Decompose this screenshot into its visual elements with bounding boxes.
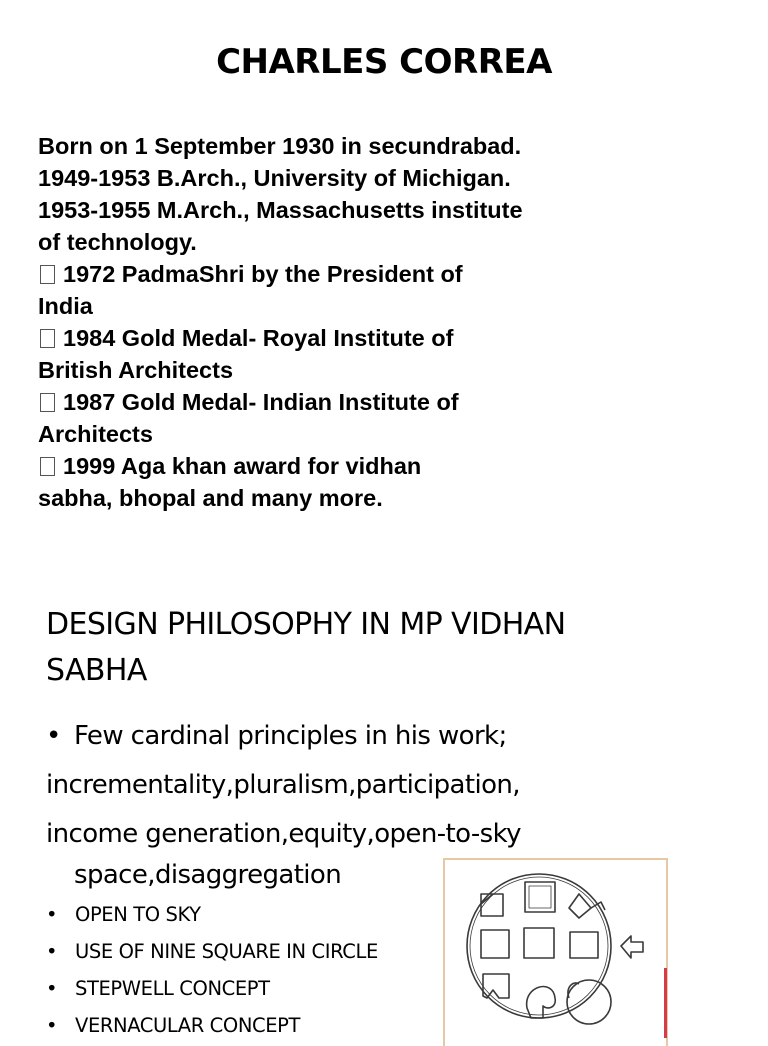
missing-glyph-icon <box>40 457 55 476</box>
award-continuation: sabha, bhopal and many more. <box>38 485 383 511</box>
award-item <box>38 258 598 290</box>
sketch-square <box>524 928 554 958</box>
missing-glyph-icon <box>40 393 55 412</box>
list-item <box>46 935 446 972</box>
award-item <box>38 386 598 418</box>
section-title <box>46 602 686 694</box>
bullet-icon: • <box>46 940 58 963</box>
award-continuation: Architects <box>38 421 153 447</box>
award-text: 1999 Aga khan award for vidhan <box>63 453 422 479</box>
award-continuation: British Architects <box>38 357 234 383</box>
bio-line: Born on 1 September 1930 in secundrabad. <box>38 133 522 159</box>
award-text: 1984 Gold Medal- Royal Institute of <box>63 325 454 351</box>
page-title: CHARLES CORREA <box>216 42 552 82</box>
sketch-arrow-icon <box>621 936 643 958</box>
bullet-icon: • <box>46 903 58 926</box>
missing-glyph-icon <box>40 265 55 284</box>
principles-line: space,disaggregation <box>74 860 342 890</box>
missing-glyph-icon <box>40 329 55 348</box>
sketch-rounded-shape <box>527 987 556 1018</box>
bullet-icon: • <box>46 721 61 751</box>
concept-list <box>46 898 446 1046</box>
section-title-line: DESIGN PHILOSOPHY IN MP VIDHAN <box>46 607 566 642</box>
award-item <box>38 322 598 354</box>
section-title-line: SABHA <box>46 653 147 688</box>
sketch-large-circle <box>567 980 611 1024</box>
list-item <box>46 972 446 1009</box>
award-continuation: India <box>38 293 93 319</box>
sketch-square <box>481 930 509 958</box>
principles-bullet <box>46 713 686 762</box>
bio-line: 1949-1953 B.Arch., University of Michigan. <box>38 165 511 191</box>
bullet-icon: • <box>46 977 58 1000</box>
bio-line: 1953-1955 M.Arch., Massachusetts institute <box>38 197 523 223</box>
sketch-square <box>525 882 555 912</box>
bullet-icon: • <box>46 1014 58 1037</box>
sketch-square <box>481 894 503 916</box>
sketch-irregular-shape <box>483 974 509 998</box>
list-item <box>46 898 446 935</box>
list-item-text: OPEN TO SKY <box>75 903 201 926</box>
list-item-text: VERNACULAR CONCEPT <box>75 1014 301 1037</box>
principles-lead: Few cardinal principles in his work; <box>74 721 507 751</box>
award-text: 1987 Gold Medal- Indian Institute of <box>63 389 459 415</box>
biography-text <box>38 130 598 514</box>
bio-line: of technology. <box>38 229 197 255</box>
principles-line: income generation,equity,open-to-sky <box>46 819 521 849</box>
sketch-edge-mark <box>664 968 667 1038</box>
principles-line: incrementality,pluralism,participation, <box>46 770 520 800</box>
award-item <box>38 450 598 482</box>
list-item-text: USE OF NINE SQUARE IN CIRCLE <box>75 940 378 963</box>
nine-square-sketch <box>443 858 668 1038</box>
sketch-square <box>570 932 598 958</box>
sketch-square-inner <box>529 886 551 908</box>
list-item <box>46 1009 446 1046</box>
list-item-text: STEPWELL CONCEPT <box>75 977 270 1000</box>
award-text: 1972 PadmaShri by the President of <box>63 261 463 287</box>
